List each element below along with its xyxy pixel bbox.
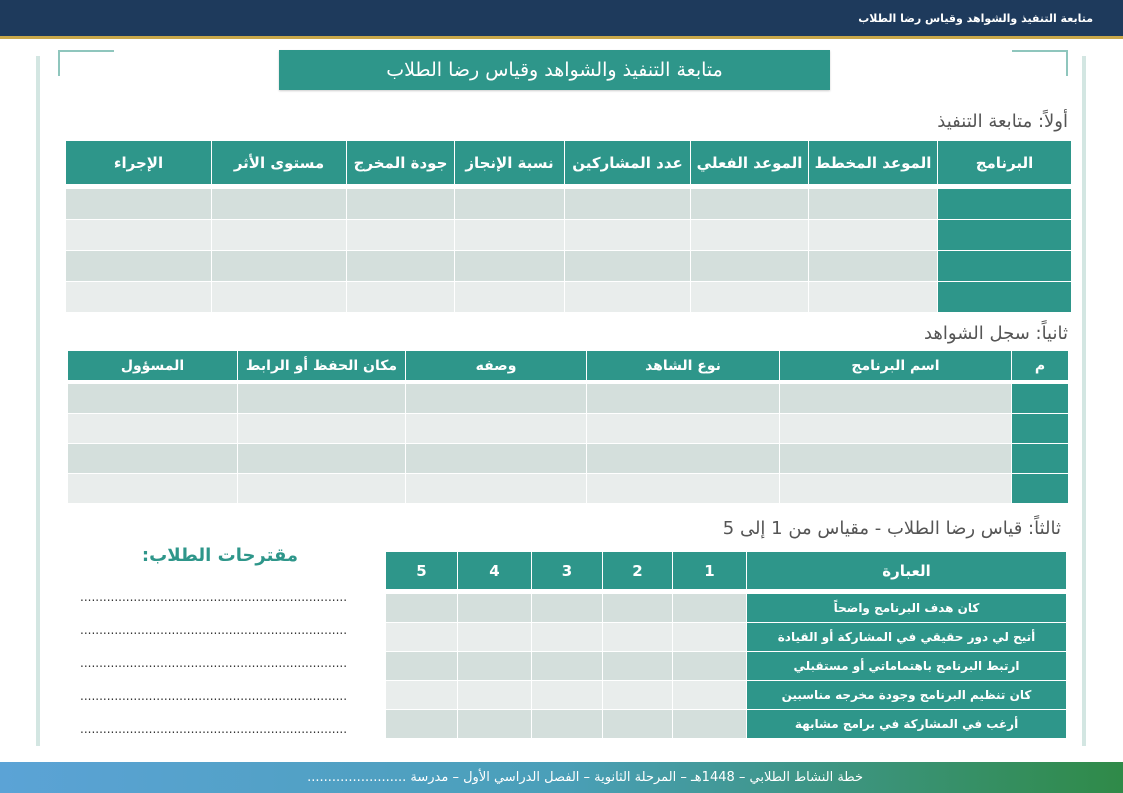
table-row xyxy=(66,220,1072,251)
left-border-bar xyxy=(36,56,40,746)
col-description: وصفه xyxy=(406,351,587,381)
col-program-name: اسم البرنامج xyxy=(780,351,1012,381)
suggestion-line[interactable]: ...................................................................... xyxy=(80,656,348,670)
table-row xyxy=(68,384,1069,414)
col-actual-date: الموعد الفعلي xyxy=(691,141,809,185)
table-row xyxy=(386,594,1067,623)
footer-bar xyxy=(0,762,1123,793)
col-responsible: المسؤول xyxy=(68,351,238,381)
header-accent-line xyxy=(0,36,1123,39)
section2-title: ثانياً: سجل الشواهد xyxy=(923,323,1068,344)
table-row xyxy=(66,189,1072,220)
col-storage-location: مكان الحفظ أو الرابط xyxy=(238,351,406,381)
col-score-3: 3 xyxy=(532,552,603,590)
col-evidence-type: نوع الشاهد xyxy=(587,351,780,381)
col-output-quality: جودة المخرج xyxy=(347,141,455,185)
table-row xyxy=(68,444,1069,474)
evidence-table xyxy=(67,350,1069,504)
col-statement: العبارة xyxy=(747,552,1067,590)
col-number: م xyxy=(1012,351,1069,381)
statement-cell: أرغب في المشاركة في برامج مشابهة xyxy=(747,710,1067,739)
statement-cell: كان تنظيم البرنامج وجودة مخرجه مناسبين xyxy=(747,681,1067,710)
table-row xyxy=(386,652,1067,681)
statement-cell: ارتبط البرنامج باهتماماتي أو مستقبلي xyxy=(747,652,1067,681)
col-score-1: 1 xyxy=(673,552,747,590)
suggestion-line[interactable]: ...................................................................... xyxy=(80,590,348,604)
corner-decoration-left xyxy=(58,50,114,76)
footer-text: خطة النشاط الطلابي – 1448هـ – المرحلة الثانوية – الفصل الدراسي الأول – مدرسة ........................ xyxy=(307,770,863,785)
col-completion: نسبة الإنجاز xyxy=(455,141,565,185)
col-score-2: 2 xyxy=(603,552,673,590)
table-row xyxy=(66,251,1072,282)
table-row xyxy=(66,282,1072,313)
corner-decoration-right xyxy=(1012,50,1068,76)
table-row xyxy=(386,710,1067,739)
section3-title: ثالثاً: قياس رضا الطلاب - مقياس من 1 إلى 5 xyxy=(722,518,1061,539)
col-participants: عدد المشاركين xyxy=(565,141,691,185)
right-border-bar xyxy=(1082,56,1086,746)
suggestion-line[interactable]: ...................................................................... xyxy=(80,722,348,736)
suggestion-line[interactable]: ...................................................................... xyxy=(80,689,348,703)
col-action: الإجراء xyxy=(66,141,212,185)
table-row xyxy=(386,681,1067,710)
col-planned-date: الموعد المخطط xyxy=(809,141,938,185)
table-row xyxy=(68,474,1069,504)
col-score-5: 5 xyxy=(386,552,458,590)
table-row xyxy=(386,623,1067,652)
header-title: متابعة التنفيذ والشواهد وقياس رضا الطلاب xyxy=(858,12,1093,25)
suggestion-line[interactable]: ...................................................................... xyxy=(80,623,348,637)
execution-table xyxy=(65,140,1072,313)
table-row xyxy=(68,414,1069,444)
statement-cell: أتيح لي دور حقيقي في المشاركة أو القيادة xyxy=(747,623,1067,652)
col-impact-level: مستوى الأثر xyxy=(212,141,347,185)
section1-title: أولاً: متابعة التنفيذ xyxy=(937,111,1068,132)
col-score-4: 4 xyxy=(458,552,532,590)
col-program: البرنامج xyxy=(938,141,1072,185)
suggestions-title: مقترحات الطلاب: xyxy=(141,545,299,566)
header-bar xyxy=(0,0,1123,36)
page-title: متابعة التنفيذ والشواهد وقياس رضا الطلاب xyxy=(279,50,830,90)
statement-cell: كان هدف البرنامج واضحاً xyxy=(747,594,1067,623)
satisfaction-table xyxy=(385,551,1067,739)
